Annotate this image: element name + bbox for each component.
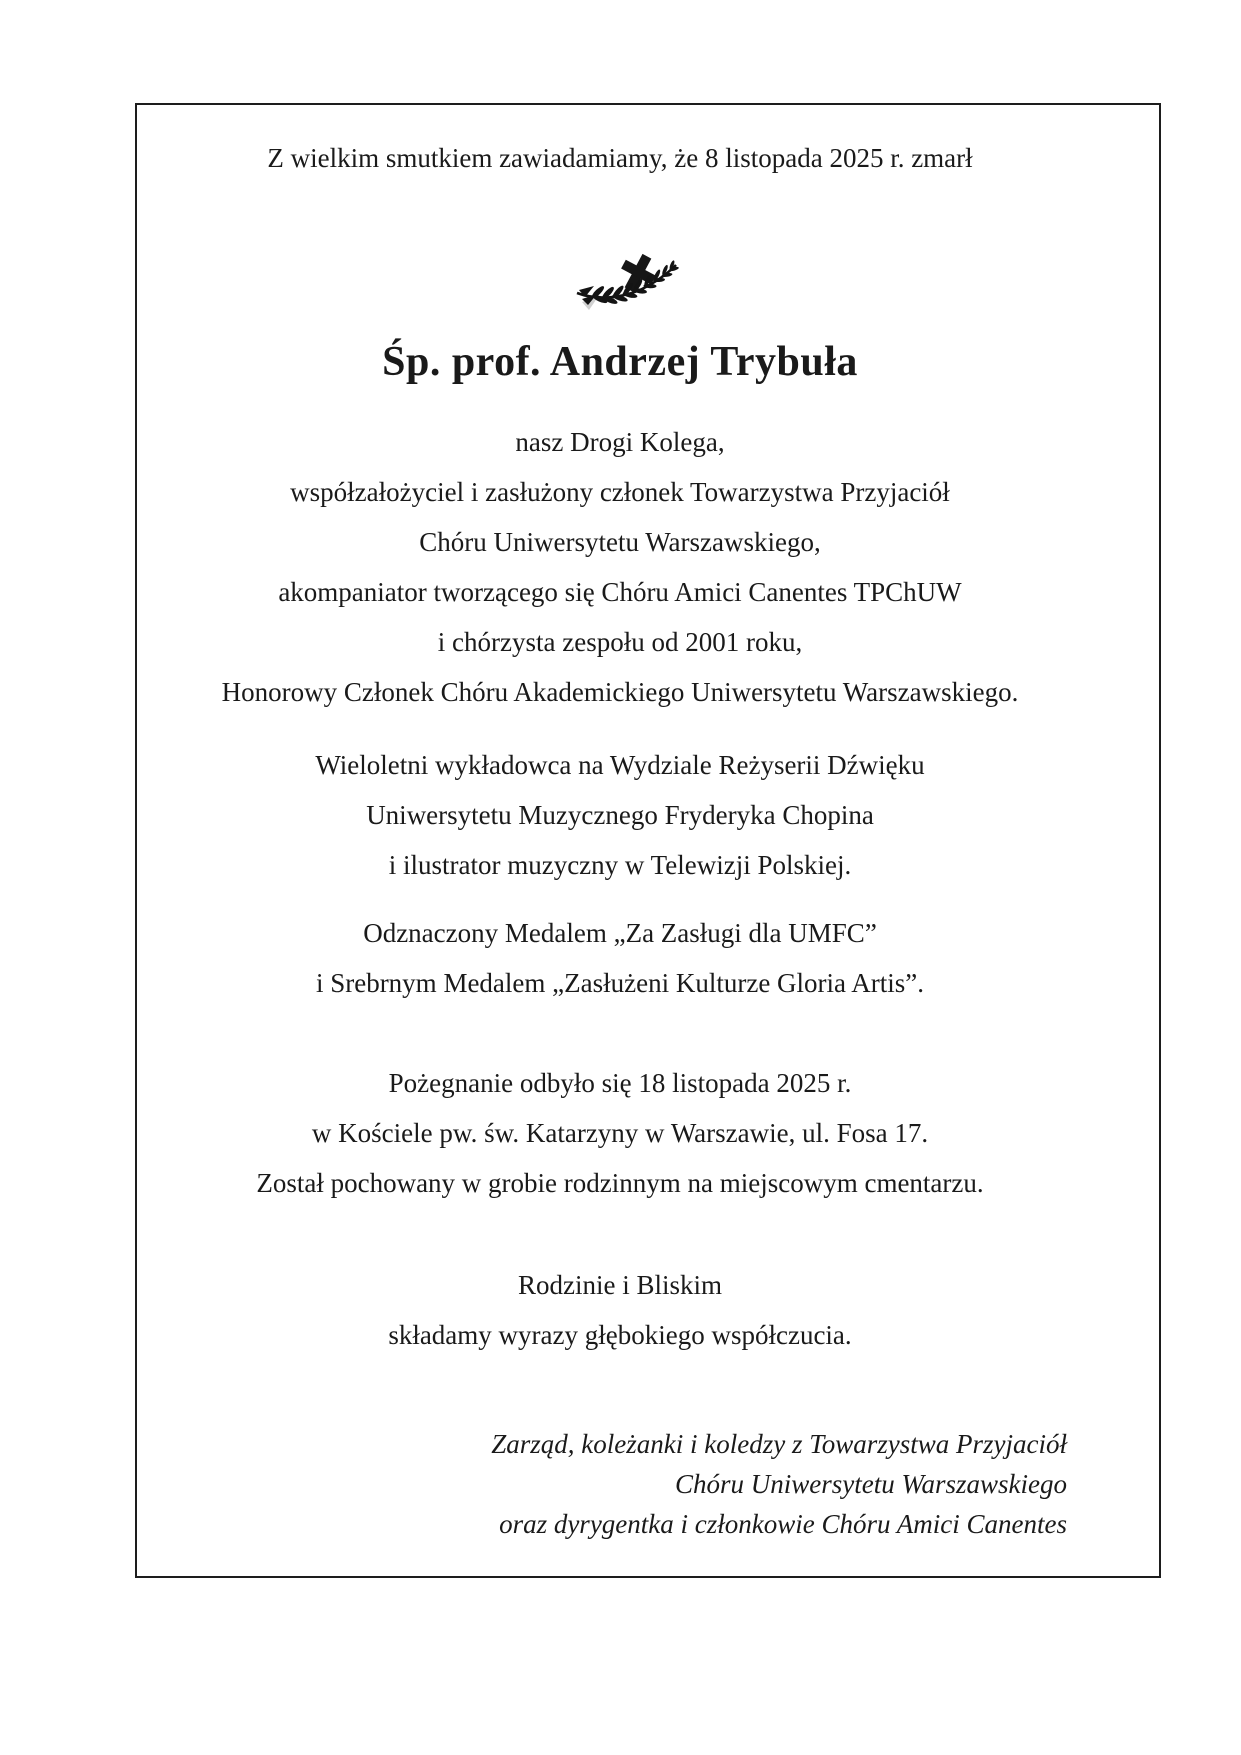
condolence-line: składamy wyrazy głębokiego współczucia. bbox=[388, 1320, 852, 1350]
career-line: Uniwersytetu Muzycznego Fryderyka Chopina bbox=[366, 800, 874, 830]
deceased-name: Śp. prof. Andrzej Trybuła bbox=[382, 339, 858, 385]
honors-line: Odznaczony Medalem „Za Zasługi dla UMFC” bbox=[363, 918, 877, 948]
emblem bbox=[147, 253, 1113, 315]
condolence-block bbox=[137, 1260, 1103, 1360]
tribute-line: nasz Drogi Kolega, bbox=[515, 427, 725, 457]
obituary-content bbox=[137, 141, 1103, 1544]
career-line: Wieloletni wykładowca na Wydziale Reżyserii Dźwięku bbox=[315, 750, 925, 780]
signature-line: Zarząd, koleżanki i koledzy z Towarzystwa Przyjaciół bbox=[491, 1429, 1067, 1459]
intro-line: Z wielkim smutkiem zawiadamiamy, że 8 listopada 2025 r. zmarł bbox=[267, 143, 973, 173]
farewell-line: Pożegnanie odbyło się 18 listopada 2025 r. bbox=[388, 1068, 852, 1098]
signature-block bbox=[137, 1424, 1103, 1544]
farewell-line: Został pochowany w grobie rodzinnym na miejscowym cmentarzu. bbox=[256, 1168, 984, 1198]
tribute-line: Chóru Uniwersytetu Warszawskiego, bbox=[419, 527, 821, 557]
farewell-line: w Kościele pw. św. Katarzyny w Warszawie, ul. Fosa 17. bbox=[311, 1118, 929, 1148]
tribute-block bbox=[137, 417, 1103, 717]
obituary-border-frame bbox=[135, 103, 1161, 1578]
tribute-line: i chórzysta zespołu od 2001 roku, bbox=[437, 627, 803, 657]
tribute-line: akompaniator tworzącego się Chóru Amici Canentes TPChUW bbox=[278, 577, 962, 607]
condolence-line: Rodzinie i Bliskim bbox=[517, 1270, 722, 1300]
cross-laurel-icon bbox=[576, 253, 684, 315]
honors-line: i Srebrnym Medalem „Zasłużeni Kulturze Gloria Artis”. bbox=[315, 968, 925, 998]
signature-line: oraz dyrygentka i członkowie Chóru Amici Canentes bbox=[499, 1509, 1067, 1539]
tribute-line: współzałożyciel i zasłużony członek Towarzystwa Przyjaciół bbox=[290, 477, 950, 507]
farewell-block bbox=[137, 1058, 1103, 1208]
career-line: i ilustrator muzyczny w Telewizji Polskiej. bbox=[388, 850, 852, 880]
career-block bbox=[137, 740, 1103, 890]
honors-block bbox=[137, 908, 1103, 1008]
signature-line: Chóru Uniwersytetu Warszawskiego bbox=[674, 1469, 1067, 1499]
tribute-line: Honorowy Członek Chóru Akademickiego Uniwersytetu Warszawskiego. bbox=[221, 677, 1019, 707]
